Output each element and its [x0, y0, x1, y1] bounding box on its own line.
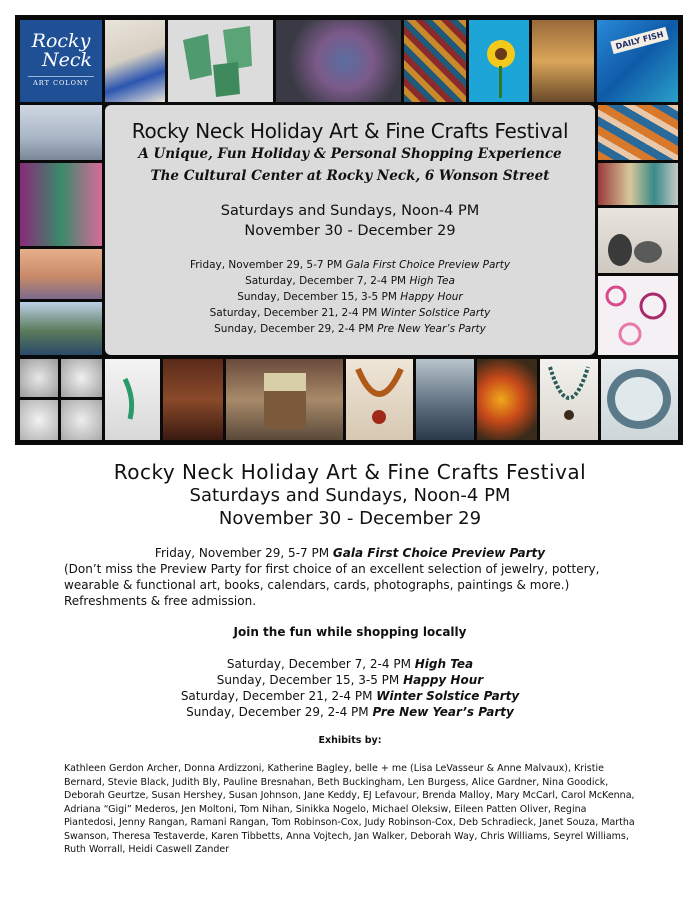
photo-green-glass-pendant	[105, 359, 160, 440]
photo-sailboat-sunset	[20, 249, 102, 299]
banner-subtitle: A Unique, Fun Holiday & Personal Shopping Experience	[138, 146, 562, 162]
photo-beaded-necklace	[346, 359, 413, 440]
banner-date-range: November 30 - December 29	[244, 223, 456, 239]
photo-painted-fish-art	[598, 105, 678, 160]
photo-chain-bracelet	[61, 400, 102, 440]
photo-raccoon-painting	[532, 20, 594, 102]
photo-ceramic-bowl	[601, 359, 678, 440]
photo-scarves-necklace	[20, 163, 102, 246]
photo-mosaic-art	[404, 20, 466, 102]
daily-fish-tag: DAILY FISH	[610, 27, 669, 54]
logo-line-neck: Neck	[41, 49, 93, 71]
banner-title: Rocky Neck Holiday Art & Fine Crafts Festival	[131, 119, 569, 143]
photo-lake-landscape	[20, 302, 102, 355]
banner-location: The Cultural Center at Rocky Neck, 6 Wonson Street	[150, 168, 550, 184]
event-item: Sunday, December 15, 3-5 PM Happy Hour	[216, 673, 484, 687]
banner-event: Sunday, December 15, 3-5 PM Happy Hour	[237, 291, 463, 303]
logo-line-art-colony: ART COLONY	[28, 76, 94, 87]
preview-party-description: (Don’t miss the Preview Party for first choice of an excellent selection of jewelry, pottery, wearable & functional art, books, calendars, cards, photographs, paintings & more.) Refreshments & free admission.	[64, 562, 600, 608]
preview-party-name: Gala First Choice Preview Party	[332, 546, 546, 560]
festival-banner	[15, 15, 683, 445]
photo-pottery-vessels	[598, 208, 678, 273]
banner-event: Friday, November 29, 5-7 PM Gala First Choice Preview Party	[189, 259, 511, 271]
banner-event: Saturday, December 7, 2-4 PM High Tea	[245, 275, 455, 287]
photo-ceramic-cup	[226, 359, 343, 440]
photo-flower-still-life	[477, 359, 537, 440]
banner-event: Saturday, December 21, 2-4 PM Winter Solstice Party	[209, 307, 491, 319]
banner-schedule: Saturdays and Sundays, Noon-4 PM	[220, 203, 480, 219]
exhibitors-list: Kathleen Gerdon Archer, Donna Ardizzoni, Katherine Bagley, belle + me (Lisa LeVasseur & Anne Malvaux), Kristie Bernard, Stevie Black, Judith Bly, Pauline Bresnahan, Beth Buckingham, Len Burgess, Alice Gardner, Nina Goodick, Deborah Geurtze, Susan Hershey, Susan Johnson, Jane Keddy, EJ Lefavour, Brenda Malloy, Mary McCarl, Carol McKenna, Adriana “Gigi” Mederos, Jen Moltoni, Tom Nihan, Sinikka Nogelo, Michael Oleksiw, Eileen Patten Oliver, Regina Piantedosi, Jenny Rangan, Ramani Rangan, Tom Robinson-Cox, Judy Robinson-Cox, Deb Schradieck, Janet Souza, Martha Swanson, Theresa Testaverde, Karen Tibbetts, Anna Vojtech, Jan Walker, Deborah Way, Chris Williams, Seyrel Williams, Ruth Worrall, Heidi Caswell Zander	[64, 763, 635, 855]
event-item: Saturday, December 7, 2-4 PM High Tea	[226, 657, 474, 671]
banner-events-list	[105, 257, 595, 337]
flyer-body	[0, 460, 700, 857]
exhibits-heading: Exhibits by:	[318, 735, 382, 746]
photo-glass-tiles	[598, 163, 678, 205]
photo-pearl-necklace	[540, 359, 598, 440]
event-item: Sunday, December 29, 2-4 PM Pre New Year’s Party	[186, 705, 514, 719]
photo-ring-2	[61, 359, 102, 397]
preview-party-when: Friday, November 29, 5-7 PM	[154, 546, 330, 560]
photo-daily-fish-tile	[597, 20, 678, 102]
banner-info-panel	[105, 105, 595, 355]
photo-yarn-ball-sculpture	[276, 20, 401, 102]
photo-ring-1	[20, 359, 58, 397]
photo-ring-3	[20, 400, 58, 440]
photo-beach-tree	[20, 105, 102, 160]
photo-sailing-ship-painting	[416, 359, 474, 440]
festival-schedule: Saturdays and Sundays, Noon-4 PM	[189, 485, 511, 506]
photo-pink-pattern-art	[598, 276, 678, 355]
banner-event: Sunday, December 29, 2-4 PM Pre New Year’s Party	[214, 323, 486, 335]
photo-jewelry-box	[163, 359, 223, 440]
rocky-neck-logo	[20, 20, 102, 102]
events-list	[0, 656, 700, 720]
join-the-fun-heading: Join the fun while shopping locally	[233, 625, 467, 639]
festival-date-range: November 30 - December 29	[218, 508, 482, 529]
festival-title: Rocky Neck Holiday Art & Fine Crafts Festival	[113, 460, 587, 484]
photo-glass-brooch	[105, 20, 165, 102]
logo-line-rocky: Rocky	[31, 30, 91, 52]
preview-party-line	[0, 545, 700, 561]
photo-green-pottery-vases	[168, 20, 273, 102]
event-item: Saturday, December 21, 2-4 PM Winter Solstice Party	[180, 689, 520, 703]
photo-flower-painting	[469, 20, 529, 102]
